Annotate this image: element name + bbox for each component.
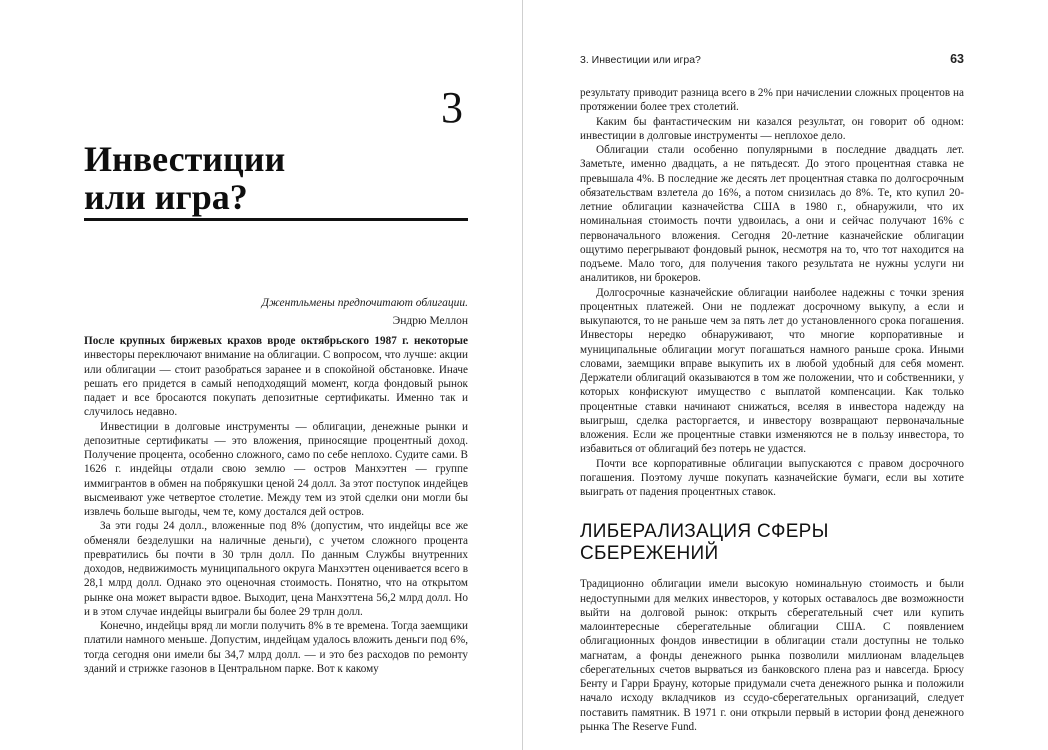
left-page xyxy=(0,0,522,750)
epigraph xyxy=(200,296,468,329)
body-paragraph: Почти все корпоративные облигации выпускаются с правом досрочного погашения. Поэтому лучше покупать казначейские бумаги, если вы хотите выиграть от падения процентных ставок. xyxy=(580,457,964,498)
chapter-title-line1: Инвестиции xyxy=(84,139,286,179)
chapter-title-line2: или игра? xyxy=(84,177,248,217)
body-paragraph: результату приводит разница всего в 2% при начислении сложных процентов на протяжении более трех столетий. xyxy=(580,87,964,114)
running-head xyxy=(580,52,964,68)
body-paragraph: Конечно, индейцы вряд ли могли получить 8% в те времена. Тогда заемщики платили намного меньше. Допустим, индейцам удалось вложить деньги под 6%, тогда сегодня они имели бы 34,7 млрд долл. — и это без расходов по ремонту зданий и стрижке газонов в Центральном парке. Вот к какому xyxy=(84,620,468,675)
section-heading: ЛИБЕРАЛИЗАЦИЯ СФЕРЫ СБЕРЕЖЕНИЙ xyxy=(580,521,829,565)
body-paragraph: Долгосрочные казначейские облигации наиболее надежны с точки зрения процентных платежей. Они не подлежат досрочному выкупу, а если и выкупаются, то не раньше чем за пять лет до установленного срока погашения. Инвесторы нередко обнаруживают, что многие корпоративные и муниципальные облигации могут погашаться намного раньше срока. Иными словами, заемщики вправе выкупить их в любой удобный для себя момент. Держатели облигаций оказываются в том же положении, что и собственники, у которых конфискуют имущество с выплатой компенсации. Как только процентные ставки начинают снижаться, вселяя в инвестора надежду на выигрыш, сделка расторгается, и инвестору возвращают первоначальные вложения. Если же процентные ставки изменяются не в пользу инвестора, то избавиться от облигаций без потерь не удастся. xyxy=(580,286,964,456)
lead-paragraph xyxy=(84,334,468,420)
body-paragraph: За эти годы 24 долл., вложенные под 8% (допустим, что индейцы все же обменяли безделушки на наличные деньги), с учетом сложного процента превратились бы почти в 30 трлн долл. По данным Службы внутренних доходов, недвижимость муниципального округа Манхэттен оценивается всего в 28,1 млрд долл. Однако это оценочная стоимость. Понятно, что на открытом рынке она может вырасти вдвое. Выходит, цена Манхэттена 56,2 млрд долл. Но и в этом случае индейцы выиграли бы более 29 трлн долл. xyxy=(84,520,468,618)
lead-rest-text: инвесторы переключают внимание на облигации. С вопросом, что лучше: акции или облигации — стоит разобраться заранее и в спокойной обстановке. Иначе решать его придется в самый неподходящий момент, когда фондовый рынок падает и все бросаются покупать депозитные сертификаты. Именно так и случилось недавно. xyxy=(84,349,468,419)
epigraph-quote: Джентльмены предпочитают облигации. xyxy=(261,297,468,309)
chapter-number: 3 xyxy=(441,83,463,132)
page-number: 63 xyxy=(950,52,964,66)
body-paragraph: Каким бы фантастическим ни казался результат, он говорит об одном: инвестиции в долговые инструменты — неплохое дело. xyxy=(580,115,964,142)
chapter-title xyxy=(84,140,484,216)
body-paragraph: Традиционно облигации имели высокую номинальную стоимость и были недоступными для мелких инвесторов, у которых оставалось две возможности выйти на долговой рынок: открыть сберегательный счет или купить малоинтересные сберегательные облигации США. С появлением облигационных фондов инвестиции в облигации стали доступны не только магнатам, а фонды денежного рынка позволили миллионам владельцев сберегательных счетов вырваться из банковского плена раз и навсегда. Брюсу Бенту и Гарри Брауну, которые придумали счета денежного рынка и положили начало исходу вкладчиков из ссудо-сберегательных организаций, следует поставить памятник. В 1971 г. они открыли первый в истории фонд денежного рынка The Reserve Fund. xyxy=(580,578,964,733)
body-paragraph: Инвестиции в долговые инструменты — облигации, денежные рынки и депозитные сертификаты — это вложения, приносящие процентный доход. Получение процента, особенно сложного, само по себе неплохо. Судите сами. В 1626 г. индейцы отдали свою землю — остров Манхэттен — группе иммигрантов в обмен на побрякушки ценой 24 долл. За этот поступок индейцев высмеивают уже четвертое столетие. Между тем из этой сделки они могли бы извлечь больше выгоды, чем те, кому достался дей остров. xyxy=(84,420,468,518)
lead-bold-text: После крупных биржевых крахов вроде октябрьского 1987 г. некоторые xyxy=(84,335,468,347)
epigraph-author: Эндрю Меллон xyxy=(392,315,468,327)
title-rule xyxy=(84,218,468,221)
left-body-text xyxy=(84,334,468,676)
right-body-text xyxy=(580,86,964,734)
right-page xyxy=(523,0,1048,750)
body-paragraph: Облигации стали особенно популярными в последние двадцать лет. Заметьте, именно двадцать, а не пятьдесят. До этого процентная ставка не превышала 4%. В последние же десять лет процентная ставка по долгосрочным обязательствам взлетела до 16%, а потом снизилась до 8%. Те, кто купил 20-летние облигации казначейства США в 1980 г., обнаружили, что их номинальная стоимость почти удвоилась, а они и сейчас получают 16% с первоначального вложения. Сегодня 20-летние казначейские облигации ощутимо перегрывают фондовый рынок, несмотря на то, что тот находится на подъеме. Мало того, для получения такого результата не нужны услуги ни аналитиков, ни брокеров. xyxy=(580,144,964,285)
running-head-title: 3. Инвестиции или игра? xyxy=(580,54,701,66)
